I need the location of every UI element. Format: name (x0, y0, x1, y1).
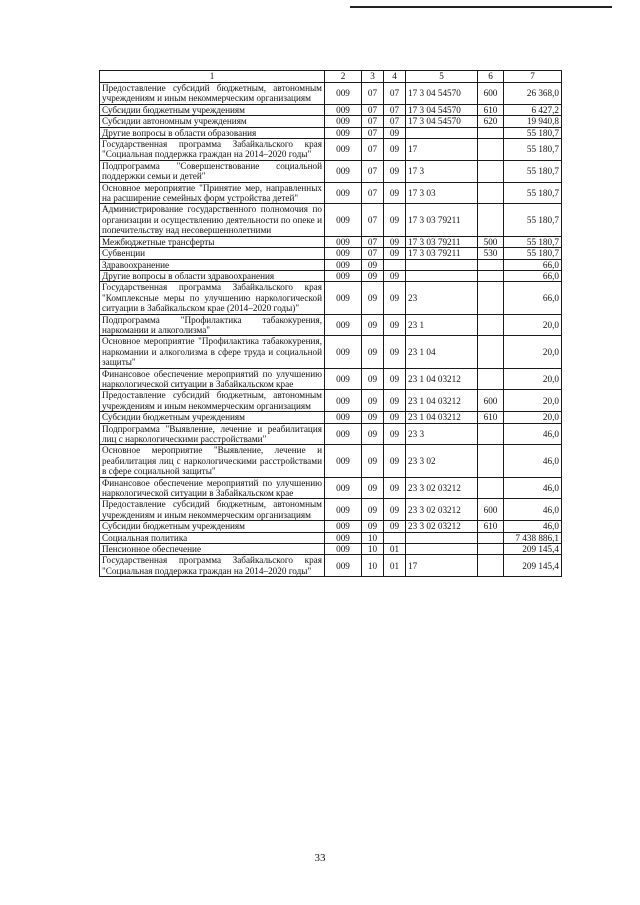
table-row (100, 368, 562, 390)
subsection-code: 09 (384, 445, 406, 477)
section-code: 07 (362, 160, 384, 182)
row-name: Социальная политика (100, 532, 325, 543)
table-row (100, 270, 562, 281)
row-name: Предоставление субсидий бюджетным, автономным учреждениям и иным некоммерческим организациям (100, 499, 325, 521)
table-row (100, 390, 562, 412)
section-code: 09 (362, 423, 384, 445)
subsection-code: 09 (384, 477, 406, 499)
target-article-code: 23 3 02 03212 (406, 477, 478, 499)
target-article-code: 17 3 04 54570 (406, 116, 478, 127)
ministry-code: 009 (325, 423, 362, 445)
expense-type-code (478, 160, 504, 182)
expense-type-code: 600 (478, 83, 504, 105)
page-number: 33 (314, 852, 326, 864)
header-cell: 2 (325, 71, 362, 83)
amount: 55 180,7 (504, 127, 562, 138)
section-code: 07 (362, 204, 384, 236)
subsection-code: 09 (384, 236, 406, 247)
expense-type-code (478, 477, 504, 499)
target-article-code: 17 3 03 79211 (406, 236, 478, 247)
header-cell: 5 (406, 71, 478, 83)
target-article-code: 23 3 (406, 423, 478, 445)
section-code: 07 (362, 104, 384, 115)
expense-type-code (478, 544, 504, 555)
table-row (100, 259, 562, 270)
target-article-code: 23 1 (406, 314, 478, 336)
expense-type-code: 500 (478, 236, 504, 247)
row-name: Здравоохранение (100, 259, 325, 270)
target-article-code: 17 3 04 54570 (406, 83, 478, 105)
ministry-code: 009 (325, 336, 362, 368)
target-article-code: 17 (406, 139, 478, 161)
subsection-code: 07 (384, 116, 406, 127)
row-name: Межбюджетные трансферты (100, 236, 325, 247)
amount: 26 368,0 (504, 83, 562, 105)
row-name: Субсидии бюджетным учреждениям (100, 104, 325, 115)
target-article-code: 23 1 04 03212 (406, 390, 478, 412)
ministry-code: 009 (325, 182, 362, 204)
target-article-code: 23 3 02 03212 (406, 521, 478, 532)
subsection-code: 09 (384, 204, 406, 236)
amount: 20,0 (504, 412, 562, 423)
amount: 46,0 (504, 477, 562, 499)
amount: 66,0 (504, 259, 562, 270)
subsection-code: 09 (384, 270, 406, 281)
ministry-code: 009 (325, 282, 362, 314)
expense-type-code (478, 127, 504, 138)
subsection-code: 09 (384, 139, 406, 161)
table-row (100, 160, 562, 182)
ministry-code: 009 (325, 555, 362, 577)
target-article-code (406, 270, 478, 281)
target-article-code (406, 532, 478, 543)
table-row (100, 423, 562, 445)
amount: 6 427,2 (504, 104, 562, 115)
target-article-code: 23 3 02 03212 (406, 499, 478, 521)
subsection-code: 09 (384, 336, 406, 368)
row-name: Предоставление субсидий бюджетным, автономным учреждениям и иным некоммерческим организациям (100, 83, 325, 105)
section-code: 10 (362, 532, 384, 543)
row-name: Государственная программа Забайкальского края "Социальная поддержка граждан на 2014–2020 годы" (100, 555, 325, 577)
expense-type-code (478, 423, 504, 445)
header-row (100, 71, 562, 83)
ministry-code: 009 (325, 83, 362, 105)
section-code: 07 (362, 248, 384, 259)
row-name: Основное мероприятие "Принятие мер, направленных на расширение семейных форм устройства детей" (100, 182, 325, 204)
table-row (100, 445, 562, 477)
table-row (100, 139, 562, 161)
expense-type-code: 600 (478, 390, 504, 412)
target-article-code: 17 3 04 54570 (406, 104, 478, 115)
target-article-code (406, 259, 478, 270)
row-name: Финансовое обеспечение мероприятий по улучшению наркологической ситуации в Забайкальском крае (100, 477, 325, 499)
header-cell: 7 (504, 71, 562, 83)
target-article-code (406, 544, 478, 555)
expense-type-code (478, 314, 504, 336)
target-article-code: 17 3 03 (406, 182, 478, 204)
row-name: Основное мероприятие "Профилактика табакокурения, наркомании и алкоголизма в сфере труда и социальной защиты" (100, 336, 325, 368)
row-name: Основное мероприятие "Выявление, лечение и реабилитация лиц с наркологическими расстройствами в сфере социальной защиты" (100, 445, 325, 477)
ministry-code: 009 (325, 532, 362, 543)
section-code: 09 (362, 270, 384, 281)
expense-type-code: 620 (478, 116, 504, 127)
ministry-code: 009 (325, 259, 362, 270)
target-article-code: 23 1 04 03212 (406, 412, 478, 423)
row-name: Другие вопросы в области здравоохранения (100, 270, 325, 281)
ministry-code: 009 (325, 160, 362, 182)
header-cell: 1 (100, 71, 325, 83)
header-cell: 6 (478, 71, 504, 83)
table-row (100, 532, 562, 543)
subsection-code: 07 (384, 104, 406, 115)
amount: 46,0 (504, 445, 562, 477)
section-code: 09 (362, 477, 384, 499)
table-row (100, 477, 562, 499)
amount: 55 180,7 (504, 182, 562, 204)
table-row (100, 182, 562, 204)
ministry-code: 009 (325, 544, 362, 555)
section-code: 09 (362, 314, 384, 336)
budget-table (99, 70, 562, 577)
row-name: Администрирование государственного полномочия по организации и осуществлению деятельности по опеке и попечительству над несовершеннолетними (100, 204, 325, 236)
amount: 66,0 (504, 270, 562, 281)
ministry-code: 009 (325, 521, 362, 532)
amount: 46,0 (504, 423, 562, 445)
amount: 55 180,7 (504, 236, 562, 247)
table-row (100, 248, 562, 259)
subsection-code: 01 (384, 555, 406, 577)
ministry-code: 009 (325, 499, 362, 521)
target-article-code: 17 3 (406, 160, 478, 182)
amount: 19 940,8 (504, 116, 562, 127)
subsection-code: 09 (384, 521, 406, 532)
section-code: 09 (362, 259, 384, 270)
table-row (100, 412, 562, 423)
subsection-code: 09 (384, 160, 406, 182)
section-code: 09 (362, 445, 384, 477)
ministry-code: 009 (325, 314, 362, 336)
subsection-code: 09 (384, 182, 406, 204)
ministry-code: 009 (325, 104, 362, 115)
subsection-code: 09 (384, 499, 406, 521)
expense-type-code (478, 182, 504, 204)
section-code: 07 (362, 116, 384, 127)
amount: 66,0 (504, 282, 562, 314)
subsection-code: 09 (384, 314, 406, 336)
section-code: 10 (362, 544, 384, 555)
amount: 20,0 (504, 390, 562, 412)
expense-type-code (478, 204, 504, 236)
expense-type-code (478, 532, 504, 543)
table-row (100, 336, 562, 368)
expense-type-code: 610 (478, 104, 504, 115)
section-code: 10 (362, 555, 384, 577)
amount: 7 438 886,1 (504, 532, 562, 543)
target-article-code: 23 3 02 (406, 445, 478, 477)
row-name: Субсидии автономным учреждениям (100, 116, 325, 127)
amount: 55 180,7 (504, 248, 562, 259)
subsection-code: 01 (384, 544, 406, 555)
table-row (100, 521, 562, 532)
target-article-code: 17 (406, 555, 478, 577)
section-code: 07 (362, 127, 384, 138)
subsection-code: 09 (384, 390, 406, 412)
subsection-code: 09 (384, 423, 406, 445)
header-cell: 4 (384, 71, 406, 83)
table-row (100, 204, 562, 236)
row-name: Субсидии бюджетным учреждениям (100, 412, 325, 423)
target-article-code: 23 1 04 (406, 336, 478, 368)
row-name: Государственная программа Забайкальского края "Социальная поддержка граждан на 2014–2020 годы" (100, 139, 325, 161)
ministry-code: 009 (325, 139, 362, 161)
subsection-code: 09 (384, 412, 406, 423)
expense-type-code (478, 445, 504, 477)
section-code: 09 (362, 282, 384, 314)
target-article-code: 17 3 03 79211 (406, 204, 478, 236)
subsection-code: 09 (384, 248, 406, 259)
section-code: 09 (362, 521, 384, 532)
amount: 46,0 (504, 521, 562, 532)
row-name: Предоставление субсидий бюджетным, автономным учреждениям и иным некоммерческим организациям (100, 390, 325, 412)
ministry-code: 009 (325, 445, 362, 477)
expense-type-code: 610 (478, 521, 504, 532)
section-code: 07 (362, 139, 384, 161)
table-row (100, 544, 562, 555)
table-row (100, 555, 562, 577)
table-row (100, 314, 562, 336)
row-name: Государственная программа Забайкальского края "Комплексные меры по улучшению наркологической ситуации в Забайкальском крае (2014–2020 годы)" (100, 282, 325, 314)
row-name: Подпрограмма "Совершенствование социальной поддержки семьи и детей" (100, 160, 325, 182)
expense-type-code: 600 (478, 499, 504, 521)
section-code: 07 (362, 236, 384, 247)
amount: 55 180,7 (504, 204, 562, 236)
amount: 209 145,4 (504, 555, 562, 577)
subsection-code: 09 (384, 282, 406, 314)
expense-type-code (478, 270, 504, 281)
section-code: 09 (362, 499, 384, 521)
subsection-code (384, 532, 406, 543)
ministry-code: 009 (325, 412, 362, 423)
table-row (100, 499, 562, 521)
section-code: 07 (362, 83, 384, 105)
amount: 20,0 (504, 314, 562, 336)
target-article-code (406, 127, 478, 138)
section-code: 09 (362, 412, 384, 423)
expense-type-code: 530 (478, 248, 504, 259)
table-row (100, 236, 562, 247)
header-cell: 3 (362, 71, 384, 83)
expense-type-code (478, 139, 504, 161)
subsection-code (384, 259, 406, 270)
subsection-code: 09 (384, 368, 406, 390)
target-article-code: 23 (406, 282, 478, 314)
amount: 209 145,4 (504, 544, 562, 555)
section-code: 09 (362, 368, 384, 390)
target-article-code: 23 1 04 03212 (406, 368, 478, 390)
top-rule (350, 6, 612, 8)
row-name: Пенсионное обеспечение (100, 544, 325, 555)
table-row (100, 282, 562, 314)
amount: 46,0 (504, 499, 562, 521)
expense-type-code (478, 259, 504, 270)
expense-type-code (478, 555, 504, 577)
row-name: Субсидии бюджетным учреждениям (100, 521, 325, 532)
ministry-code: 009 (325, 390, 362, 412)
ministry-code: 009 (325, 477, 362, 499)
subsection-code: 07 (384, 83, 406, 105)
ministry-code: 009 (325, 116, 362, 127)
expense-type-code (478, 282, 504, 314)
ministry-code: 009 (325, 270, 362, 281)
row-name: Подпрограмма "Выявление, лечение и реабилитация лиц с наркологическими расстройствами" (100, 423, 325, 445)
ministry-code: 009 (325, 248, 362, 259)
table-row (100, 127, 562, 138)
section-code: 07 (362, 182, 384, 204)
row-name: Другие вопросы в области образования (100, 127, 325, 138)
amount: 55 180,7 (504, 160, 562, 182)
table-row (100, 104, 562, 115)
expense-type-code (478, 368, 504, 390)
expense-type-code: 610 (478, 412, 504, 423)
amount: 55 180,7 (504, 139, 562, 161)
table-row (100, 83, 562, 105)
ministry-code: 009 (325, 204, 362, 236)
ministry-code: 009 (325, 236, 362, 247)
section-code: 09 (362, 336, 384, 368)
section-code: 09 (362, 390, 384, 412)
table-row (100, 116, 562, 127)
ministry-code: 009 (325, 127, 362, 138)
expense-type-code (478, 336, 504, 368)
subsection-code: 09 (384, 127, 406, 138)
row-name: Субвенции (100, 248, 325, 259)
amount: 20,0 (504, 336, 562, 368)
ministry-code: 009 (325, 368, 362, 390)
target-article-code: 17 3 03 79211 (406, 248, 478, 259)
table-body (100, 71, 562, 577)
amount: 20,0 (504, 368, 562, 390)
row-name: Подпрограмма "Профилактика табакокурения, наркомании и алкоголизма" (100, 314, 325, 336)
row-name: Финансовое обеспечение мероприятий по улучшению наркологической ситуации в Забайкальском крае (100, 368, 325, 390)
